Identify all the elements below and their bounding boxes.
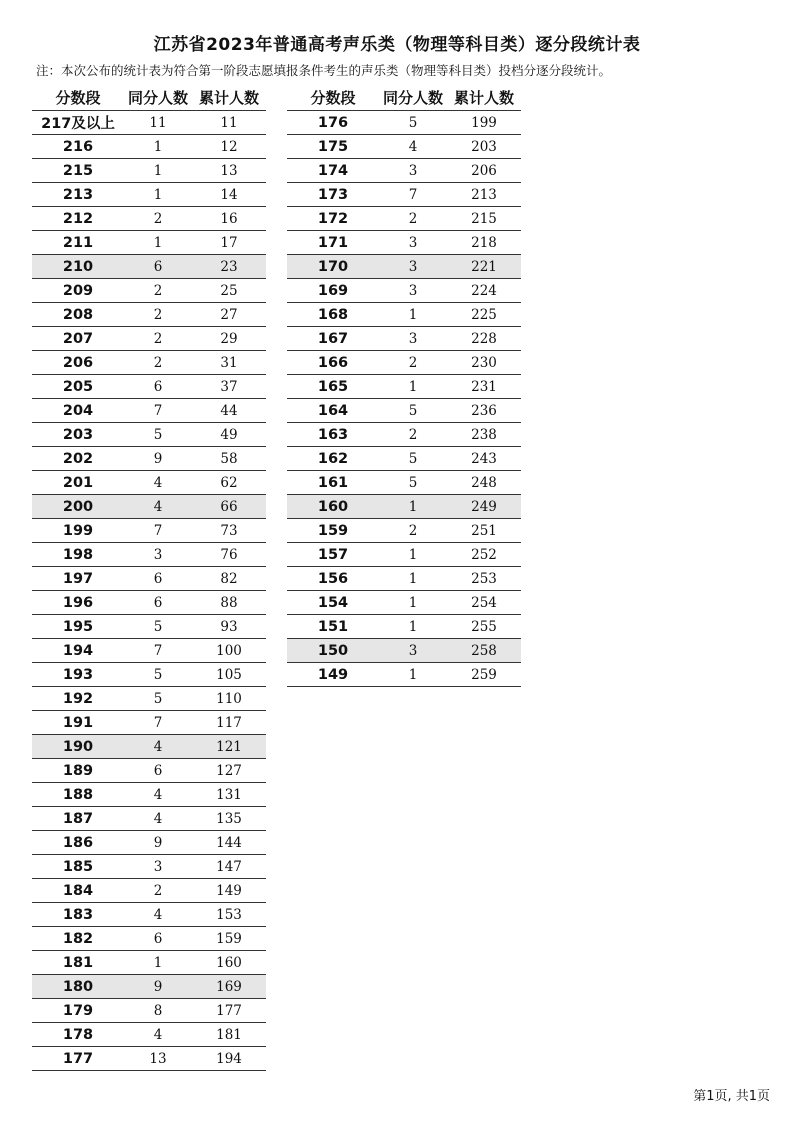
cumulative-cell: 225: [447, 303, 521, 327]
table-row: [287, 279, 521, 303]
table-row: [32, 567, 266, 591]
score-cell: 205: [32, 375, 124, 399]
score-cell: 209: [32, 279, 124, 303]
table-row: [32, 447, 266, 471]
score-cell: 206: [32, 351, 124, 375]
table-row: [32, 855, 266, 879]
same-count-cell: 3: [379, 279, 447, 303]
cumulative-cell: 58: [192, 447, 266, 471]
same-count-cell: 2: [379, 207, 447, 231]
table-row: [32, 687, 266, 711]
cumulative-cell: 147: [192, 855, 266, 879]
score-cell: 213: [32, 183, 124, 207]
score-cell: 172: [287, 207, 379, 231]
score-cell: 151: [287, 615, 379, 639]
table-row: [32, 255, 266, 279]
cumulative-cell: 248: [447, 471, 521, 495]
same-count-cell: 3: [124, 855, 192, 879]
score-cell: 177: [32, 1047, 124, 1071]
table-row: [287, 135, 521, 159]
score-cell: 168: [287, 303, 379, 327]
cumulative-cell: 181: [192, 1023, 266, 1047]
cumulative-cell: 254: [447, 591, 521, 615]
same-count-cell: 2: [124, 879, 192, 903]
table-row: [287, 207, 521, 231]
score-cell: 179: [32, 999, 124, 1023]
score-cell: 198: [32, 543, 124, 567]
same-count-cell: 4: [379, 135, 447, 159]
score-cell: 164: [287, 399, 379, 423]
score-cell: 188: [32, 783, 124, 807]
table-row: [32, 927, 266, 951]
same-count-cell: 4: [124, 471, 192, 495]
cumulative-cell: 17: [192, 231, 266, 255]
same-count-cell: 2: [379, 351, 447, 375]
score-cell: 189: [32, 759, 124, 783]
same-count-cell: 7: [124, 519, 192, 543]
score-cell: 170: [287, 255, 379, 279]
table-row: [287, 495, 521, 519]
score-cell: 150: [287, 639, 379, 663]
same-count-cell: 9: [124, 975, 192, 999]
score-table-right: [287, 84, 521, 687]
score-cell: 203: [32, 423, 124, 447]
table-row: [287, 567, 521, 591]
same-count-cell: 1: [379, 543, 447, 567]
same-count-cell: 1: [379, 567, 447, 591]
table-row: [287, 615, 521, 639]
same-count-cell: 3: [379, 639, 447, 663]
score-cell: 212: [32, 207, 124, 231]
same-count-cell: 4: [124, 783, 192, 807]
cumulative-cell: 230: [447, 351, 521, 375]
same-count-cell: 2: [379, 423, 447, 447]
score-cell: 171: [287, 231, 379, 255]
table-row: [32, 327, 266, 351]
score-cell: 216: [32, 135, 124, 159]
cumulative-cell: 160: [192, 951, 266, 975]
table-row: [32, 639, 266, 663]
table-row: [32, 711, 266, 735]
same-count-cell: 3: [379, 255, 447, 279]
table-row: [287, 183, 521, 207]
same-count-cell: 5: [379, 471, 447, 495]
score-cell: 217及以上: [32, 111, 124, 135]
score-cell: 159: [287, 519, 379, 543]
table-row: [287, 663, 521, 687]
cumulative-cell: 228: [447, 327, 521, 351]
score-cell: 169: [287, 279, 379, 303]
table-row: [32, 543, 266, 567]
table-row: [32, 351, 266, 375]
cumulative-cell: 253: [447, 567, 521, 591]
score-cell: 190: [32, 735, 124, 759]
table-row: [32, 783, 266, 807]
cumulative-cell: 206: [447, 159, 521, 183]
score-cell: 207: [32, 327, 124, 351]
score-cell: 178: [32, 1023, 124, 1047]
cumulative-cell: 252: [447, 543, 521, 567]
same-count-cell: 2: [124, 303, 192, 327]
cumulative-cell: 238: [447, 423, 521, 447]
table-row: [287, 471, 521, 495]
cumulative-cell: 127: [192, 759, 266, 783]
page-title: 江苏省2023年普通高考声乐类（物理等科目类）逐分段统计表: [153, 35, 641, 55]
same-count-cell: 2: [124, 207, 192, 231]
score-table-left: [32, 84, 266, 1071]
same-count-cell: 9: [124, 447, 192, 471]
table-row: [32, 735, 266, 759]
cumulative-cell: 31: [192, 351, 266, 375]
same-count-cell: 6: [124, 927, 192, 951]
table-row: [32, 903, 266, 927]
cumulative-cell: 259: [447, 663, 521, 687]
score-cell: 202: [32, 447, 124, 471]
table-row: [32, 831, 266, 855]
same-count-cell: 1: [379, 375, 447, 399]
table-row: [32, 159, 266, 183]
table-row: [287, 447, 521, 471]
cumulative-cell: 177: [192, 999, 266, 1023]
cumulative-cell: 215: [447, 207, 521, 231]
same-count-cell: 1: [124, 231, 192, 255]
score-cell: 200: [32, 495, 124, 519]
score-cell: 186: [32, 831, 124, 855]
cumulative-cell: 12: [192, 135, 266, 159]
cumulative-cell: 16: [192, 207, 266, 231]
same-count-cell: 5: [379, 447, 447, 471]
score-cell: 204: [32, 399, 124, 423]
score-cell: 197: [32, 567, 124, 591]
cumulative-cell: 11: [192, 111, 266, 135]
same-count-cell: 5: [379, 399, 447, 423]
header-cumulative: 累计人数: [192, 84, 266, 111]
cumulative-cell: 110: [192, 687, 266, 711]
table-row: [32, 999, 266, 1023]
cumulative-cell: 231: [447, 375, 521, 399]
same-count-cell: 1: [124, 135, 192, 159]
table-row: [32, 111, 266, 135]
same-count-cell: 6: [124, 567, 192, 591]
table-row: [32, 279, 266, 303]
same-count-cell: 1: [379, 615, 447, 639]
table-row: [32, 1047, 266, 1071]
table-note: 注：本次公布的统计表为符合第一阶段志愿填报条件考生的声乐类（物理等科目类）投档分逐分段统计。: [36, 63, 612, 78]
score-cell: 157: [287, 543, 379, 567]
same-count-cell: 1: [124, 183, 192, 207]
score-cell: 184: [32, 879, 124, 903]
same-count-cell: 7: [124, 639, 192, 663]
table-row: [287, 375, 521, 399]
table-row: [287, 423, 521, 447]
cumulative-cell: 243: [447, 447, 521, 471]
cumulative-cell: 169: [192, 975, 266, 999]
table-row: [32, 207, 266, 231]
cumulative-cell: 49: [192, 423, 266, 447]
table-row: [32, 879, 266, 903]
cumulative-cell: 76: [192, 543, 266, 567]
score-cell: 215: [32, 159, 124, 183]
cumulative-cell: 73: [192, 519, 266, 543]
same-count-cell: 4: [124, 495, 192, 519]
score-cell: 210: [32, 255, 124, 279]
score-cell: 156: [287, 567, 379, 591]
score-cell: 166: [287, 351, 379, 375]
cumulative-cell: 224: [447, 279, 521, 303]
cumulative-cell: 25: [192, 279, 266, 303]
table-header-row: [287, 84, 521, 111]
page-footer: 第1页, 共1页: [693, 1089, 770, 1104]
cumulative-cell: 255: [447, 615, 521, 639]
same-count-cell: 8: [124, 999, 192, 1023]
score-cell: 195: [32, 615, 124, 639]
table-row: [287, 159, 521, 183]
same-count-cell: 9: [124, 831, 192, 855]
score-cell: 182: [32, 927, 124, 951]
same-count-cell: 4: [124, 807, 192, 831]
same-count-cell: 2: [124, 351, 192, 375]
cumulative-cell: 199: [447, 111, 521, 135]
score-cell: 196: [32, 591, 124, 615]
cumulative-cell: 203: [447, 135, 521, 159]
table-header-row: [32, 84, 266, 111]
same-count-cell: 13: [124, 1047, 192, 1071]
table-row: [32, 951, 266, 975]
cumulative-cell: 88: [192, 591, 266, 615]
table-row: [287, 639, 521, 663]
table-row: [287, 303, 521, 327]
cumulative-cell: 27: [192, 303, 266, 327]
score-cell: 208: [32, 303, 124, 327]
score-cell: 165: [287, 375, 379, 399]
cumulative-cell: 14: [192, 183, 266, 207]
cumulative-cell: 213: [447, 183, 521, 207]
table-row: [32, 519, 266, 543]
table-row: [287, 111, 521, 135]
header-score: 分数段: [287, 84, 379, 111]
table-row: [32, 135, 266, 159]
table-row: [32, 471, 266, 495]
same-count-cell: 1: [379, 303, 447, 327]
table-row: [32, 231, 266, 255]
header-same-count: 同分人数: [379, 84, 447, 111]
header-same-count: 同分人数: [124, 84, 192, 111]
cumulative-cell: 62: [192, 471, 266, 495]
table-row: [32, 183, 266, 207]
score-cell: 163: [287, 423, 379, 447]
cumulative-cell: 258: [447, 639, 521, 663]
same-count-cell: 5: [379, 111, 447, 135]
cumulative-cell: 100: [192, 639, 266, 663]
cumulative-cell: 23: [192, 255, 266, 279]
same-count-cell: 1: [379, 591, 447, 615]
same-count-cell: 4: [124, 903, 192, 927]
cumulative-cell: 29: [192, 327, 266, 351]
cumulative-cell: 44: [192, 399, 266, 423]
table-row: [287, 543, 521, 567]
cumulative-cell: 117: [192, 711, 266, 735]
same-count-cell: 3: [379, 327, 447, 351]
table-row: [287, 351, 521, 375]
header-score: 分数段: [32, 84, 124, 111]
score-cell: 173: [287, 183, 379, 207]
same-count-cell: 7: [379, 183, 447, 207]
same-count-cell: 5: [124, 687, 192, 711]
score-cell: 160: [287, 495, 379, 519]
cumulative-cell: 93: [192, 615, 266, 639]
cumulative-cell: 105: [192, 663, 266, 687]
score-cell: 187: [32, 807, 124, 831]
same-count-cell: 3: [379, 231, 447, 255]
same-count-cell: 1: [379, 495, 447, 519]
cumulative-cell: 149: [192, 879, 266, 903]
cumulative-cell: 194: [192, 1047, 266, 1071]
cumulative-cell: 221: [447, 255, 521, 279]
cumulative-cell: 13: [192, 159, 266, 183]
same-count-cell: 2: [379, 519, 447, 543]
same-count-cell: 2: [124, 327, 192, 351]
table-row: [32, 303, 266, 327]
same-count-cell: 11: [124, 111, 192, 135]
score-cell: 161: [287, 471, 379, 495]
score-cell: 175: [287, 135, 379, 159]
same-count-cell: 3: [379, 159, 447, 183]
same-count-cell: 7: [124, 711, 192, 735]
table-row: [32, 399, 266, 423]
score-cell: 149: [287, 663, 379, 687]
same-count-cell: 1: [124, 951, 192, 975]
same-count-cell: 5: [124, 423, 192, 447]
table-row: [32, 615, 266, 639]
cumulative-cell: 251: [447, 519, 521, 543]
score-cell: 191: [32, 711, 124, 735]
table-row: [287, 255, 521, 279]
table-row: [32, 591, 266, 615]
score-cell: 199: [32, 519, 124, 543]
table-row: [32, 423, 266, 447]
same-count-cell: 1: [379, 663, 447, 687]
same-count-cell: 6: [124, 375, 192, 399]
table-row: [287, 399, 521, 423]
table-row: [32, 1023, 266, 1047]
score-cell: 180: [32, 975, 124, 999]
cumulative-cell: 218: [447, 231, 521, 255]
table-row: [32, 807, 266, 831]
table-row: [32, 663, 266, 687]
cumulative-cell: 135: [192, 807, 266, 831]
table-row: [287, 231, 521, 255]
cumulative-cell: 249: [447, 495, 521, 519]
score-cell: 176: [287, 111, 379, 135]
cumulative-cell: 37: [192, 375, 266, 399]
cumulative-cell: 131: [192, 783, 266, 807]
score-cell: 185: [32, 855, 124, 879]
same-count-cell: 5: [124, 615, 192, 639]
score-cell: 194: [32, 639, 124, 663]
table-row: [32, 975, 266, 999]
score-cell: 201: [32, 471, 124, 495]
score-cell: 183: [32, 903, 124, 927]
table-row: [287, 591, 521, 615]
score-cell: 154: [287, 591, 379, 615]
header-cumulative: 累计人数: [447, 84, 521, 111]
table-row: [32, 495, 266, 519]
same-count-cell: 7: [124, 399, 192, 423]
same-count-cell: 4: [124, 735, 192, 759]
same-count-cell: 5: [124, 663, 192, 687]
cumulative-cell: 82: [192, 567, 266, 591]
score-cell: 181: [32, 951, 124, 975]
score-cell: 192: [32, 687, 124, 711]
score-cell: 211: [32, 231, 124, 255]
score-cell: 193: [32, 663, 124, 687]
same-count-cell: 6: [124, 591, 192, 615]
cumulative-cell: 121: [192, 735, 266, 759]
score-cell: 174: [287, 159, 379, 183]
same-count-cell: 1: [124, 159, 192, 183]
same-count-cell: 2: [124, 279, 192, 303]
table-row: [32, 759, 266, 783]
cumulative-cell: 159: [192, 927, 266, 951]
same-count-cell: 3: [124, 543, 192, 567]
same-count-cell: 6: [124, 759, 192, 783]
score-cell: 162: [287, 447, 379, 471]
cumulative-cell: 66: [192, 495, 266, 519]
same-count-cell: 6: [124, 255, 192, 279]
cumulative-cell: 144: [192, 831, 266, 855]
table-row: [32, 375, 266, 399]
table-row: [287, 519, 521, 543]
same-count-cell: 4: [124, 1023, 192, 1047]
table-row: [287, 327, 521, 351]
cumulative-cell: 153: [192, 903, 266, 927]
score-cell: 167: [287, 327, 379, 351]
cumulative-cell: 236: [447, 399, 521, 423]
